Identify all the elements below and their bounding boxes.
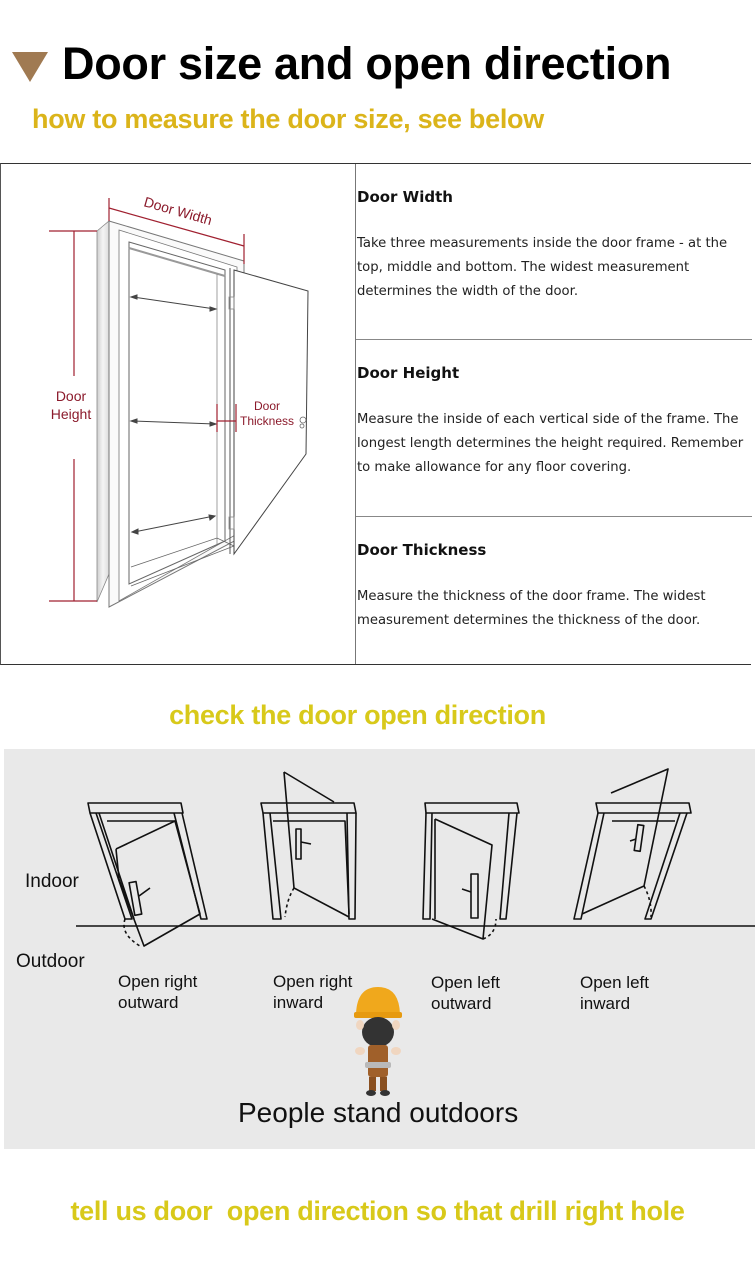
door-label-open-right-inward: Open right inward	[273, 972, 353, 1012]
door-measurement-diagram	[1, 164, 356, 664]
people-stand-outdoors-caption: People stand outdoors	[238, 1097, 519, 1128]
door-open-right-inward-icon	[261, 772, 356, 919]
door-thickness-label-line2: Thickness	[239, 414, 295, 428]
triangle-marker-icon	[12, 52, 48, 82]
door-height-label-line1: Door	[55, 388, 87, 404]
door-label-open-left-inward: Open left inward	[580, 973, 649, 1013]
instruction-row-thickness	[356, 517, 752, 666]
measurement-instructions	[356, 164, 752, 664]
direction-heading: check the door open direction	[169, 700, 546, 730]
door-width-label: Door Width	[142, 193, 214, 229]
page-title: Door size and open direction	[62, 38, 672, 89]
measure-subtitle: how to measure the door size, see below	[32, 104, 544, 134]
instruction-row-width	[356, 164, 752, 340]
page-header	[0, 30, 755, 100]
outdoor-label: Outdoor	[16, 951, 85, 972]
row-body: Measure the inside of each vertical side of the frame. The longest length determines the height required. Remember to make allowance for any floor covering.	[357, 412, 744, 475]
row-body: Take three measurements inside the door frame - at the top, middle and bottom. The widest measurement determines the width of the door.	[357, 236, 728, 299]
door-label-open-right-outward: Open right outward	[118, 972, 198, 1012]
indoor-label: Indoor	[25, 871, 79, 892]
door-direction-illustration	[4, 749, 755, 1149]
door-open-right-outward-icon	[88, 803, 207, 946]
row-title: Door Height	[357, 364, 460, 382]
door-frame-illustration	[1, 164, 356, 666]
worker-figure-icon	[354, 987, 402, 1096]
row-body: Measure the thickness of the door frame. The widest measurement determines the thickness of the door.	[357, 589, 706, 628]
row-title: Door Width	[357, 188, 453, 206]
instruction-row-height	[356, 340, 752, 517]
measurement-table	[0, 163, 751, 665]
door-label-open-left-outward: Open left outward	[431, 973, 500, 1013]
row-title: Door Thickness	[357, 541, 487, 559]
door-open-left-inward-icon	[574, 769, 691, 919]
door-thickness-label-line1: Door	[253, 399, 281, 413]
door-direction-panel	[4, 749, 755, 1149]
footer-note: tell us door open direction so that drill right hole	[70, 1196, 685, 1226]
door-open-left-outward-icon	[423, 803, 519, 939]
door-height-label-line2: Height	[50, 406, 92, 422]
